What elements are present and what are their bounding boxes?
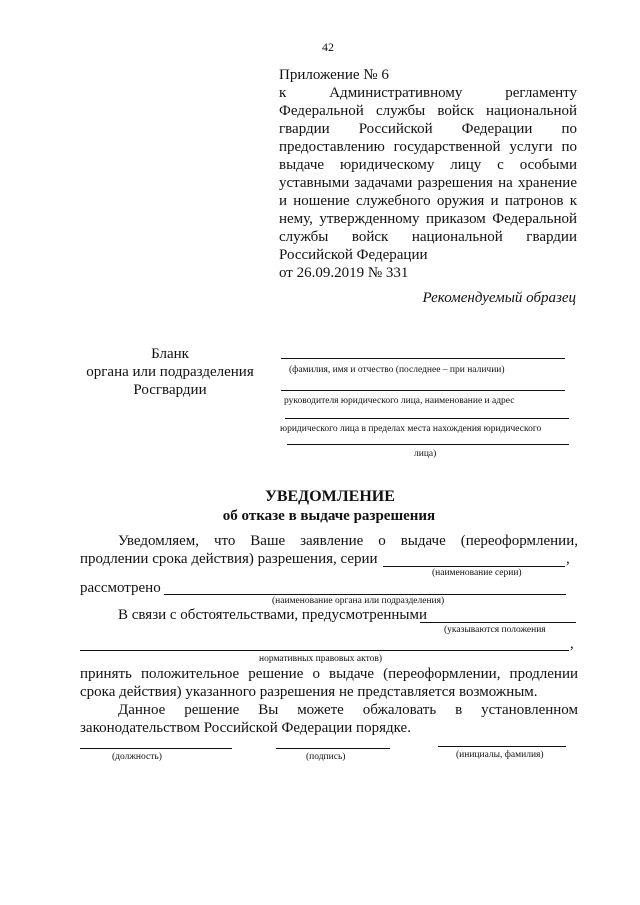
paragraph-2-line-2: принять положительное решение о выдаче (переоформлении, продлении — [80, 666, 578, 682]
series-field[interactable] — [383, 566, 565, 567]
appendix-block — [279, 66, 577, 282]
name-caption: (инициалы, фамилия) — [456, 750, 544, 760]
recipient-name-line[interactable] — [281, 358, 565, 359]
comma: , — [570, 636, 574, 652]
document-title: УВЕДОМЛЕНИЕ — [265, 488, 395, 505]
provisions-caption: (указываются положения — [444, 625, 546, 635]
comma: , — [566, 551, 570, 567]
recipient-caption-1: (фамилия, имя и отчество (последнее – при наличии) — [289, 365, 505, 375]
appendix-line: Федеральной службы войск национальной — [279, 103, 577, 119]
paragraph-2-line-3: срока действия) указанного разрешения не представляется возможным. — [80, 684, 538, 700]
paragraph-2-line-1: В связи с обстоятельствами, предусмотренными — [118, 607, 428, 623]
recipient-line-4[interactable] — [287, 444, 569, 445]
recipient-line-3[interactable] — [285, 418, 569, 419]
appendix-line: нему, утвержденному приказом Федеральной — [279, 211, 577, 227]
appendix-line: и ношение служебного оружия и патронов к — [279, 193, 577, 209]
appendix-line: службы войск национальной гвардии — [279, 229, 577, 245]
name-field[interactable] — [438, 746, 566, 747]
provisions-field[interactable] — [420, 622, 576, 623]
organ-caption: (наименование органа или подразделения) — [272, 596, 445, 606]
paragraph-1-line-2: продлении срока действия) разрешения, серии — [80, 551, 378, 567]
paragraph-3-line-2: законодательством Российской Федерации порядке. — [80, 720, 411, 736]
recipient-caption-4: лица) — [414, 449, 437, 459]
sample-label: Рекомендуемый образец — [422, 290, 576, 306]
appendix-line: выдаче юридическому лицу с особыми — [279, 157, 577, 173]
position-caption: (должность) — [112, 752, 162, 762]
recipient-line-2[interactable] — [281, 390, 565, 391]
appendix-line: уставными задачами разрешения на хранение — [279, 175, 577, 191]
blank-line-1: Бланк — [151, 346, 189, 362]
paragraph-1-line-1: Уведомляем, что Ваше заявление о выдаче (переоформлении, — [118, 533, 578, 549]
acts-caption: нормативных правовых актов) — [259, 654, 383, 664]
organ-field[interactable] — [164, 594, 566, 595]
signature-caption: (подпись) — [306, 752, 346, 762]
acts-field[interactable] — [80, 650, 569, 651]
document-subtitle: об отказе в выдаче разрешения — [222, 508, 436, 524]
signature-field[interactable] — [276, 748, 390, 749]
paragraph-3-line-1: Данное решение Вы можете обжаловать в установленном — [118, 702, 578, 718]
page-number: 42 — [322, 40, 334, 54]
appendix-line: гвардии Российской Федерации по — [279, 121, 577, 137]
appendix-line: Приложение № 6 — [279, 67, 389, 83]
recipient-caption-2: руководителя юридического лица, наименование и адрес — [284, 396, 515, 406]
considered-label: рассмотрено — [80, 580, 161, 596]
appendix-line: предоставлению государственной услуги по — [279, 139, 577, 155]
series-caption: (наименование серии) — [432, 568, 522, 578]
position-field[interactable] — [80, 748, 232, 749]
recipient-caption-3: юридического лица в пределах места нахождения юридического — [280, 424, 542, 434]
appendix-line: к Административному регламенту — [279, 85, 577, 101]
blank-line-2: органа или подразделения — [86, 364, 254, 380]
blank-line-3: Росгвардии — [133, 382, 207, 398]
appendix-line: от 26.09.2019 № 331 — [279, 265, 409, 281]
appendix-line: Российской Федерации — [279, 247, 428, 263]
